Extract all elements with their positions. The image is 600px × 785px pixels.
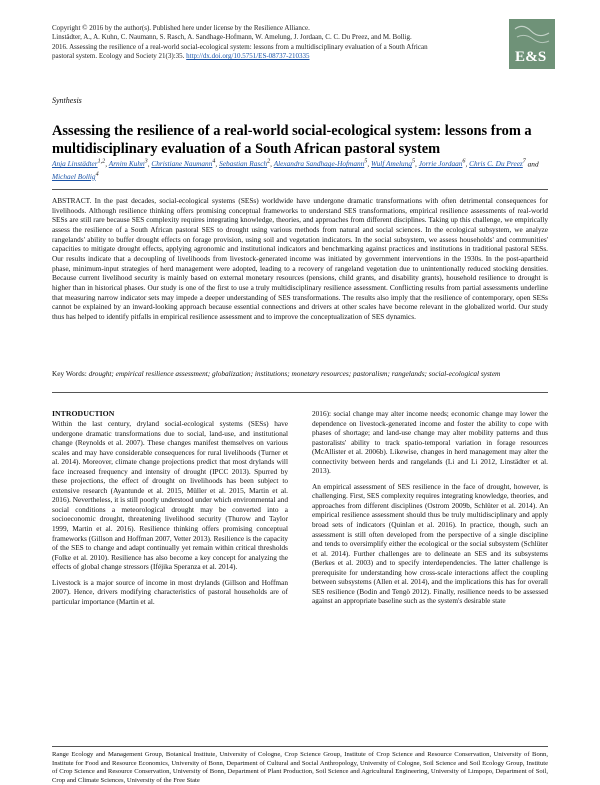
body-column-left xyxy=(52,409,288,612)
citation-line xyxy=(52,52,522,61)
author-entry[interactable] xyxy=(219,159,270,168)
author-entry[interactable] xyxy=(419,159,466,168)
author-affiliation: 5 xyxy=(412,159,416,165)
author-affiliation: 6 xyxy=(462,159,466,165)
body-paragraph: Livestock is a major source of income in most drylands (Gillson and Hoffman 2007). Hence, drivers modifying characteristics of pastoral households are of particular importance (Martin et al. xyxy=(52,577,288,606)
author-affiliation: 4 xyxy=(212,159,216,165)
copyright-line: Copyright © 2016 by the author(s). Published here under license by the Resilience Alliance. xyxy=(52,24,310,32)
body-paragraph: 2016): social change may alter income needs; economic change may lower the dependence on livestock-generated income and foster the ability to cope with phases of shortage; and land-use change may alter mobility patterns and thus pastoralists' ability to track spatio-temporal variation in forage resources (McAllister et al. 2006b). Likewise, changes in herd management may alter the connectivity between herds and rangelands (Li and Li 2012, Linstädter et al. 2013). xyxy=(312,409,548,476)
body-paragraph: Within the last century, dryland social-ecological systems (SESs) have undergone dramatic transformations due to social, land-use, and institutional change (Reynolds et al. 2007). These changes manifest themselves on various scales and may have considerable consequences for rural livelihoods (Turner et al. 2014). Moreover, climate change projections predict that most drylands will face increased frequency and intensity of drought (IPCC 2013). Spurred by these projections, the effect of drought on livelihoods has been subject to extensive research (Ayantunde et al. 2015, Müller et al. 2015, Martin et al. 2016). Nevertheless, it is still poorly understood under which environmental and social conditions a meteorological drought may be converted into a socioeconomic drought, threatening livelihood security (Thurow and Taylor 1999, Martin et al. 2016). Resilience thinking offers promising conceptual frameworks (Gillson and Hoffman 2007, Vetter 2013). Resilience is the capacity of the SES to change and adapt continually yet remain within critical thresholds (Folke et al. 2010). Resilience has also become a key concept for analyzing the effects of global change stressors (Iféjika Speranza et al. 2014). xyxy=(52,419,288,572)
author-name[interactable]: Wulf Amelung xyxy=(370,159,412,169)
author-affiliation: 5 xyxy=(364,159,368,165)
author-list: Anja Linstädter$^{1,2}$, Arnim Kuhn$^3$, Christiane Naumann$^4$, Sebastian Rasch$^2$, Alexandra Sandhage-Hofmann$^5$, Wulf Amelung$^5$, Jorrie Jordaan$^6$, Chris C. Du Preez$^7$ and Michael Bollig$^4$ xyxy=(52,159,539,181)
citation-header xyxy=(52,24,522,62)
author-name[interactable]: Michael Bollig xyxy=(52,171,96,181)
journal-logo-text: E&S xyxy=(515,49,547,65)
author-entry[interactable] xyxy=(274,159,368,168)
article-type: Synthesis xyxy=(52,96,82,105)
author-affiliation: 4 xyxy=(95,171,99,178)
doi-link[interactable]: http://dx.doi.org/10.5751/ES-08737-210335 xyxy=(186,52,310,61)
author-affiliation: 2 xyxy=(267,159,271,165)
keywords xyxy=(52,369,548,378)
author-entry[interactable] xyxy=(371,159,415,168)
keywords-label: Key Words: xyxy=(52,369,87,378)
author-affiliation: 1,2 xyxy=(97,159,106,165)
citation-line: 2016. Assessing the resilience of a real-world social-ecological system: lessons from a multidisciplinary evaluation of a South African xyxy=(52,42,428,51)
author-entry[interactable] xyxy=(469,159,526,168)
abstract-bottom-divider xyxy=(52,392,548,393)
journal-reference: pastoral system. Ecology and Society 21(3):35. xyxy=(52,52,185,61)
author-entry[interactable] xyxy=(151,159,215,168)
body-paragraph: An empirical assessment of SES resilience in the face of drought, however, is challenging. First, SES complexity requires integrating knowledge, theories, and approaches from different disciplines (Ostrom 2009b, Schlüter et al. 2014). An empirical resilience assessment should thus be truly multidisciplinary and apply broad sets of indicators (Quinlan et al. 2016). In practice, though, such an assessment is still often developed from the perspective of a single discipline and tends to oversimplify either the ecological or the social subsystem (Schlüter et al. 2014). Further challenges are to delineate an SES and its subsystems (Berkes et al. 2003) and to specify interdependencies. The latter challenge is prerequisite for understanding how cross-scale interactions affect the coupling between subsystems (Allen et al. 2014), and the implications this has for overall SES resilience (Bodin and Tengö 2012). Finally, resilience needs to be assessed against an appropriate baseline such as the system's desirable state xyxy=(312,481,548,606)
author-name[interactable]: Christiane Naumann xyxy=(151,159,213,169)
author-entry[interactable] xyxy=(109,159,148,168)
author-name[interactable]: Jorrie Jordaan xyxy=(418,159,463,169)
footnote-divider xyxy=(52,746,548,747)
author-name[interactable]: Alexandra Sandhage-Hofmann xyxy=(273,159,365,169)
body-column-right xyxy=(312,409,548,612)
article-title: Assessing the resilience of a real-world social-ecological system: lessons from a multidisciplinary evaluation of a South African pastoral system xyxy=(52,123,532,157)
author-name[interactable]: Anja Linstädter xyxy=(52,159,98,169)
affiliations-footnote: Range Ecology and Management Group, Botanical Institute, University of Cologne, Crop Science Group, Institute of Crop Science and Resource Conservation, University of Bonn, Institute for Food and Resource Economics, University of Bonn, Department of Cultural and Social Anthropology, University of Cologne, Soil Science and Soil Ecology Group, Institute of Crop Science and Resource Conservation, University of Bonn, Department of Plant Production, Soil Science and Agricultural Engineering, University of Limpopo, Department of Soil, Crop and Climate Sciences, University of the Free State xyxy=(52,751,548,784)
author-name[interactable]: Arnim Kuhn xyxy=(108,159,145,169)
keywords-list: drought; empirical resilience assessment; globalization; institutions; monetary resources; pastoralism; rangelands; social-ecological system xyxy=(88,369,501,378)
section-heading: INTRODUCTION xyxy=(52,409,115,418)
author-name[interactable]: Sebastian Rasch xyxy=(219,159,268,169)
abstract: ABSTRACT. In the past decades, social-ecological systems (SESs) worldwide have undergone dramatic transformations with often detrimental consequences for livelihoods. Although resilience thinking offers promising conceptual frameworks to understand SES transformations, empirical resilience assessments of real-world SESs are still rare because SES complexity requires integrating knowledge, theories, and approaches from different disciplines. Taking up this challenge, we empirically assess the resilience of a South African pastoral SES to drought using various methods from natural and social sciences. In the ecological subsystem, we analyze rangelands' ability to buffer drought effects on forage provision, using soil and vegetation indicators. In the social subsystem, we assess households' and communities' capacities to mitigate drought effects, applying agronomic and institutional indicators and benchmarking against practices and institutions in traditional pastoral SESs. Our results indicate that a decoupling of livelihoods from livestock-generated income was initiated by government interventions in the 1930s. In the post-apartheid phase, minimum-input strategies of herd management were adopted, leading to a recovery of rangeland vegetation due to unintentionally reduced stocking densities. Because current livelihood security is mainly based on external monetary resources (pensions, child grants, and disability grants), household resilience to drought is higher than in historical phases. Our study is one of the first to use a truly multidisciplinary resilience assessment. Conflicting results from partial assessments underline that measuring narrow indicator sets may impede a deeper understanding of SES transformations. The results also imply that the resilience of contemporary, open SESs cannot be explained by an inward-looking approach because essential connections and drivers at other scales have become relevant in the globalized world. Our study thus has helped to identify pitfalls in empirical resilience assessment and to improve the conceptualization of SES dynamics. xyxy=(52,196,548,321)
author-affiliation: 3 xyxy=(144,159,148,165)
author-entry[interactable] xyxy=(52,172,99,181)
author-name[interactable]: Chris C. Du Preez xyxy=(469,159,523,169)
citation-line: Linstädter, A., A. Kuhn, C. Naumann, S. Rasch, A. Sandhage-Hofmann, W. Amelung, J. Jordaan, C. C. Du Preez, and M. Bollig. xyxy=(52,33,412,42)
author-affiliation: 7 xyxy=(522,159,526,165)
abstract-top-divider xyxy=(52,189,548,190)
author-entry[interactable] xyxy=(52,159,105,168)
